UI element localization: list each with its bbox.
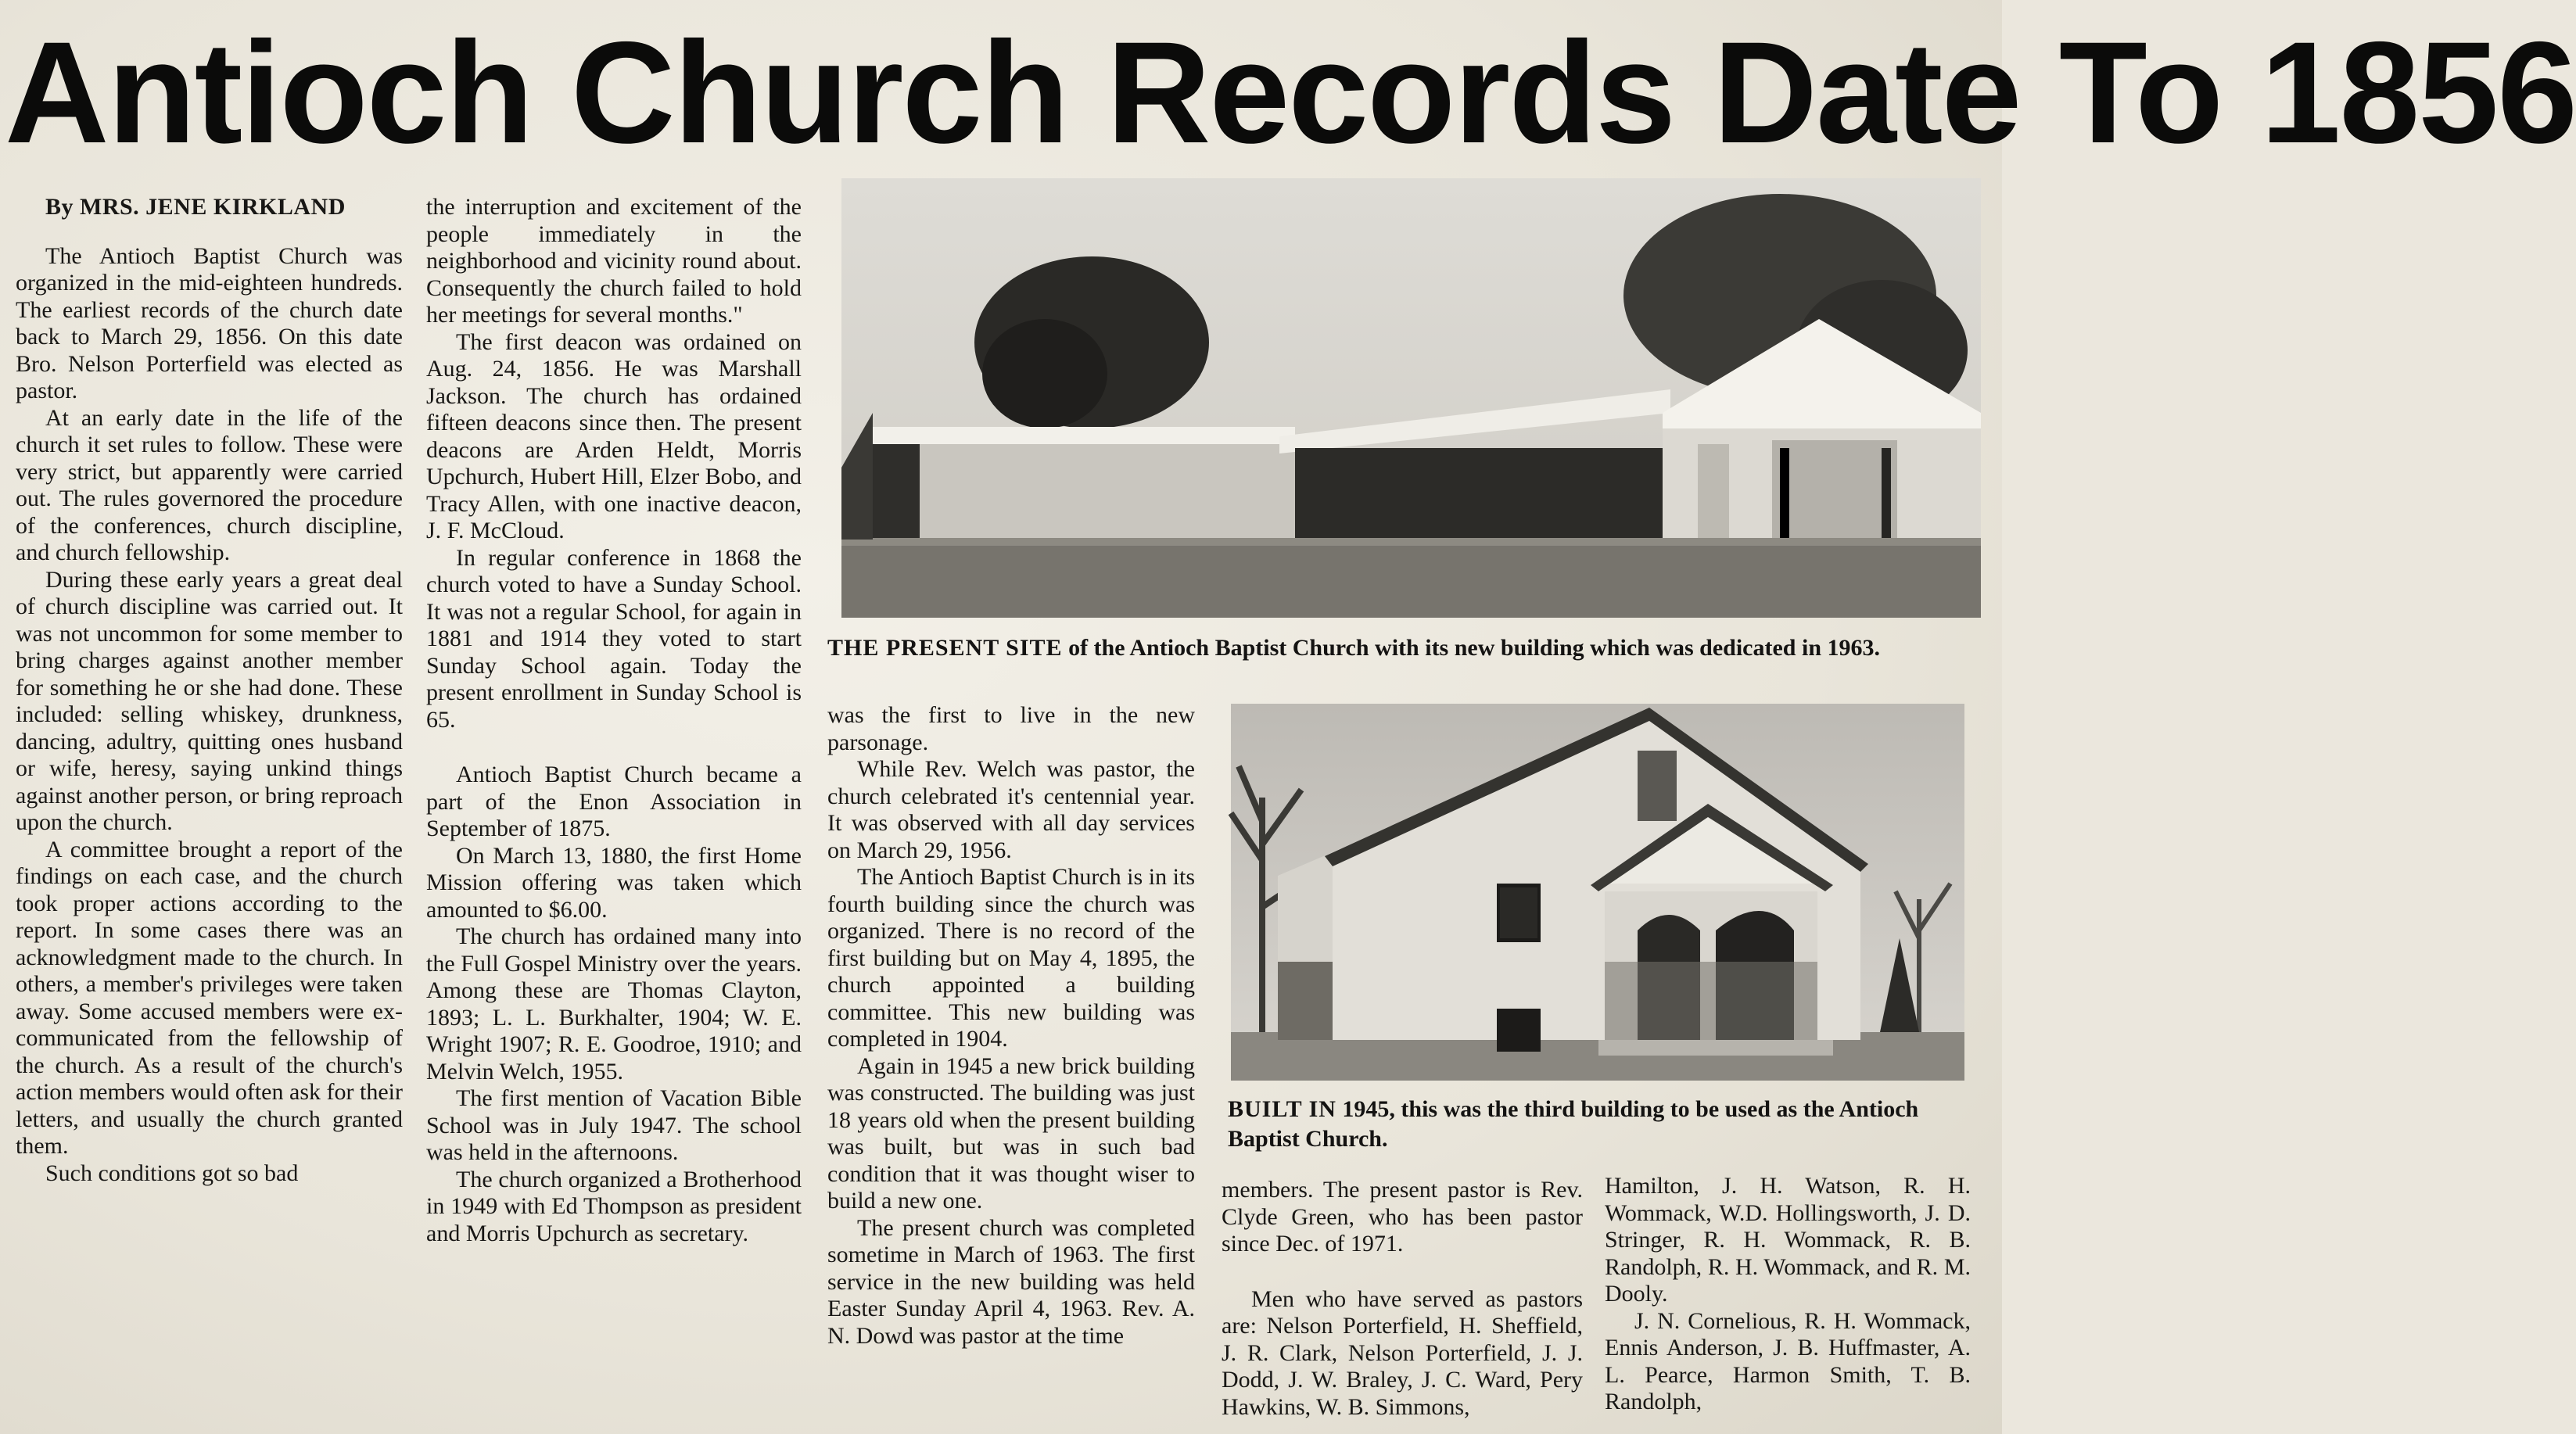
paragraph: Hamilton, J. H. Watson, R. H. Wommack, W.D. Hollingsworth, J. D. Stringer, R. H. Wommack, R. B. Randolph, R. H. Wommack, and R. M. Dooly.	[1605, 1173, 1971, 1307]
paragraph: The first mention of Vacation Bible School was in July 1947. The school was held in the afternoons.	[426, 1085, 802, 1165]
caption-text: of the Antioch Baptist Church with its new building which was dedicated in 1963.	[1062, 635, 1881, 661]
paragraph: At an early date in the life of the church it set rules to follow. These were very strict, but apparently were carried out. The rules governored the procedure of the conferences, church discipline, and church fellowship.	[16, 404, 403, 565]
article-column-5	[1605, 1173, 1971, 1416]
paragraph: Such conditions got so bad	[45, 1160, 299, 1186]
photo-caption-2	[1228, 1095, 1955, 1154]
headline: Antioch Church Records Date To 1856	[5, 13, 2576, 174]
article-column-2	[426, 194, 802, 1247]
paragraph: J. N. Cornelious, R. H. Wommack, Ennis Anderson, J. B. Huffmaster, A. L. Pearce, Harmon Smith, T. B. Randolph,	[1605, 1307, 1971, 1414]
paragraph: The Antioch Baptist Church is in its fourth building since the church was organized. There is no record of the first building but on May 4, 1895, the church appointed a building committee. This new building was completed in 1904.	[827, 864, 1195, 1052]
paragraph: During these early years a great deal of church discipline was carried out. It was not uncommon for some member to bring charges against another member for something he or she had done. These included: selling whiskey, drunkness, dancing, adultry, quitting ones husband or wife, heresy, saying unkind things against another person, or bring reproach upon the church.	[16, 566, 403, 835]
paragraph: Men who have served as pastors are: Nelson Porterfield, H. Sheffield, J. R. Clark, Nelson Porterfield, J. J. Dodd, J. W. Braley, J. C. Ward, Pery Hawkins, W. B. Simmons,	[1222, 1285, 1583, 1420]
caption-lead: THE PRESENT SITE	[827, 635, 1063, 661]
paragraph: The first deacon was ordained on Aug. 24, 1856. He was Marshall Jackson. The church has ordained fifteen deacons since then. The present deacons are Arden Heldt, Morris Upchurch, Hubert Hill, Elzer Bobo, and Tracy Allen, with one inactive deacon, J. F. McCloud.	[426, 328, 802, 543]
photo-present-church	[841, 178, 1981, 618]
paragraph: Antioch Baptist Church became a part of the Enon Association in September of 1875.	[426, 762, 802, 841]
paragraph: While Rev. Welch was pastor, the church celebrated it's centennial year. It was observed with all day services on March 29, 1956.	[827, 756, 1195, 863]
paragraph: was the first to live in the new parsonage.	[827, 702, 1195, 755]
article-column-4	[1222, 1177, 1583, 1421]
caption-text: 1945, this was the third building to be used as the Antioch Baptist Church.	[1228, 1096, 1919, 1152]
photo-caption-1	[827, 633, 1969, 663]
paragraph: In regular conference in 1868 the church voted to have a Sunday School. It was not a regular School, for again in 1881 and 1914 they voted to start Sunday School again. Today the present enrollment in Sunday School is 65.	[426, 544, 802, 733]
paragraph: On March 13, 1880, the first Home Mission offering was taken which amounted to $6.00.	[426, 842, 802, 923]
caption-lead: BUILT IN	[1228, 1096, 1336, 1122]
paragraph: The church has ordained many into the Full Gospel Ministry over the years. Among these are Thomas Clayton, 1893; L. L. Burkhalter, 1904; W. E. Wright 1907; R. E. Goodroe, 1910; and Melvin Welch, 1955.	[426, 923, 802, 1084]
article-column-3	[827, 702, 1195, 1350]
paragraph: The church organized a Brotherhood in 1949 with Ed Thompson as president and Morris Upchurch as secretary.	[426, 1166, 802, 1246]
paragraph: The Antioch Baptist Church was organized in the mid-eighteen hundreds. The earliest records of the church date back to March 29, 1856. On this date Bro. Nelson Porterfield was elected as pastor.	[16, 242, 403, 403]
paragraph: Again in 1945 a new brick building was constructed. The building was just 18 years old when the present building was built, but was in such bad condition that it was thought wiser to build a new one.	[827, 1052, 1195, 1214]
article-column-1	[16, 194, 403, 1187]
paragraph: A committee brought a report of the findings on each case, and the church took proper actions according to the report. In some cases there was an acknowledgment made to the church. In others, a member's privileges were taken away. Some accused members were ex-communicated from the fellowship of the church. As a result of the church's action members would often ask for their letters, and usually the church granted them.	[16, 836, 403, 1159]
paragraph: members. The present pastor is Rev. Clyde Green, who has been pastor since Dec. of 1971.	[1222, 1177, 1583, 1257]
photo-1945-building	[1231, 704, 1964, 1081]
paragraph: the interruption and excitement of the people immediately in the neighborhood and vicinity round about. Consequently the church failed to hold her meetings for several months."	[426, 194, 802, 328]
byline: By MRS. JENE KIRKLAND	[45, 194, 346, 220]
paragraph: The present church was completed sometime in March of 1963. The first service in the new building was held Easter Sunday April 4, 1963. Rev. A. N. Dowd was pastor at the time	[827, 1214, 1195, 1349]
